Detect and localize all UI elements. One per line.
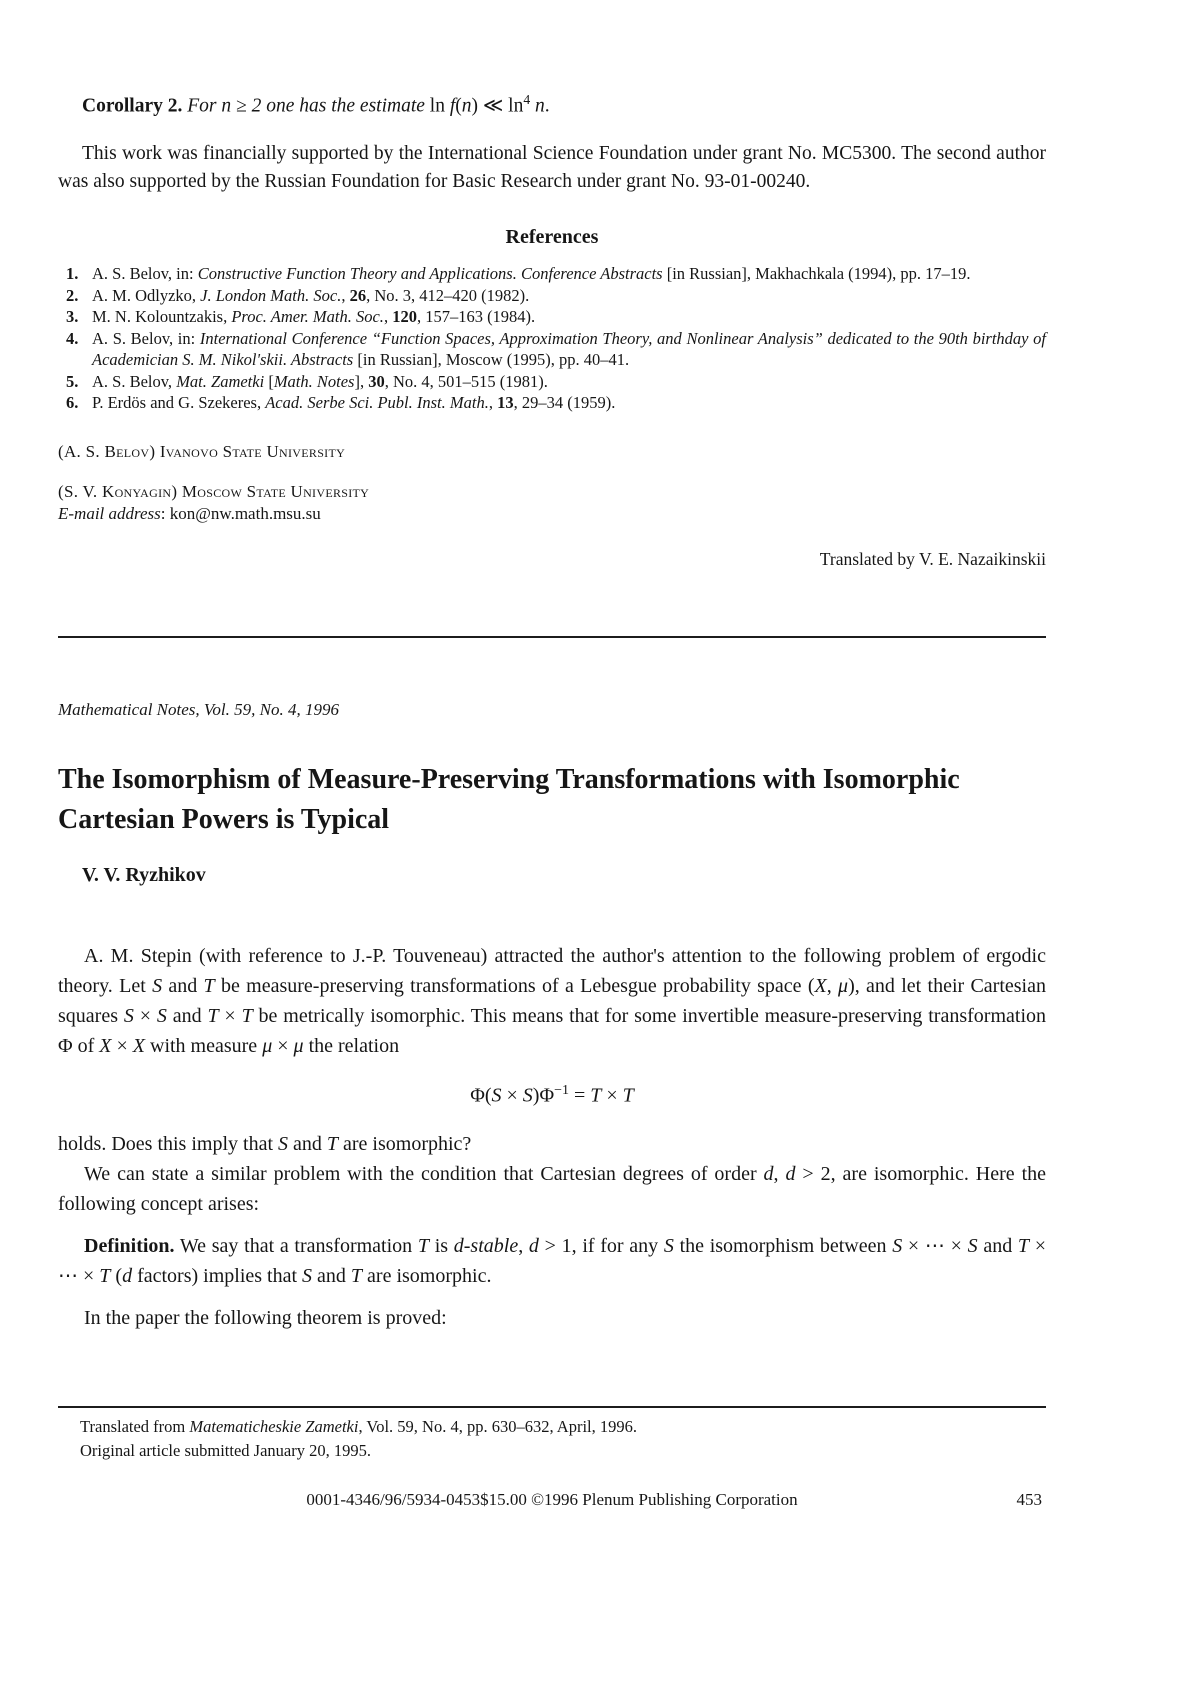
paragraph-similar-problem: We can state a similar problem with the condition that Cartesian degrees of order d, d > 2, are isomorphic. Here the following concept arises: [58, 1163, 1046, 1216]
references-heading: References [505, 226, 599, 248]
intro-paragraph: A. M. Stepin (with reference to J.-P. Touveneau) attracted the author's attention to the following problem of ergodic theory. Let S and T be measure-preserving transformations of a Lebesgue probability space (X, μ), and let their Cartesian squares S × S and T × T be metrically isomorphic. This means that for some invertible measure-preserving transformation Φ of X × X with measure μ × μ the relation [58, 944, 1046, 1057]
reference-item [58, 285, 1046, 307]
reference-text: M. N. Kolountzakis, Proc. Amer. Math. Soc., 120, 157–163 (1984). [92, 307, 536, 326]
references-list [58, 263, 1046, 414]
reference-item [58, 328, 1046, 371]
reference-number: 1. [66, 264, 79, 283]
footnote-submitted: Original article submitted January 20, 1995. [80, 1441, 371, 1460]
reference-text: A. S. Belov, in: International Conference “Function Spaces, Approximation Theory, and Nonlinear Analysis” dedicated to the 90th birthday of Academician S. M. Nikol'skii. Abstracts [in Russian], Moscow (1995), pp. 40–41. [92, 328, 1046, 369]
reference-number: 2. [66, 285, 79, 305]
acknowledgment-paragraph: This work was financially supported by the International Science Foundation under grant No. MC5300. The second author was also supported by the Russian Foundation for Basic Research under grant No. 93-01-00240. [58, 143, 1046, 192]
paragraph-theorem-intro: In the paper the following theorem is proved: [84, 1307, 447, 1330]
reference-number: 4. [66, 328, 79, 348]
footnote-translated-from: Translated from Matematicheskie Zametki, Vol. 59, No. 4, pp. 630–632, April, 1996. [80, 1417, 638, 1436]
reference-item [58, 371, 1046, 393]
translator-credit: Translated by V. E. Nazaikinskii [819, 548, 1046, 569]
reference-text: P. Erdös and G. Szekeres, Acad. Serbe Sci. Publ. Inst. Math., 13, 29–34 (1959). [92, 393, 616, 412]
reference-text: A. S. Belov, in: Constructive Function Theory and Applications. Conference Abstracts [in Russian], Makhachkala (1994), pp. 17–19. [92, 264, 971, 283]
paragraph-holds: holds. Does this imply that S and T are isomorphic? [58, 1133, 472, 1156]
article-divider-rule [58, 636, 1046, 638]
reference-text: A. S. Belov, Mat. Zametki [Math. Notes], 30, No. 4, 501–515 (1981). [92, 371, 548, 391]
reference-number: 3. [66, 307, 79, 326]
reference-item [58, 263, 1046, 285]
bottom-line [58, 1490, 1046, 1510]
article-title: The Isomorphism of Measure-Preserving Transformations with Isomorphic Cartesian Powers is Typical [58, 763, 960, 835]
reference-number: 5. [66, 371, 79, 391]
footnote-block [58, 1406, 1046, 1463]
display-equation: $\Phi(S \times S)\Phi^{-1} = T \times T$ [470, 1082, 634, 1107]
journal-header: Mathematical Notes, Vol. 59, No. 4, 1996 [58, 699, 339, 719]
affiliation-konyagin: (S. V. Konyagin) Moscow State University [58, 481, 370, 501]
reference-text: A. M. Odlyzko, J. London Math. Soc., 26, No. 3, 412–420 (1982). [92, 285, 530, 305]
email-address-line: E-mail address: kon@nw.math.msu.su [58, 503, 321, 523]
reference-number: 6. [66, 393, 79, 412]
affiliation-belov: (A. S. Belov) Ivanovo State University [58, 441, 346, 461]
definition-paragraph: Definition. We say that a transformation T is d-stable, d > 1, if for any S the isomorphism between S × ⋯ × S and T × ⋯ × T (d factors) implies that S and T are isomorphic. [58, 1235, 1047, 1288]
page-content [58, 0, 1046, 1333]
copyright-line: 0001-4346/96/5934-0453$15.00 ©1996 Plenum Publishing Corporation [306, 1490, 798, 1509]
article-author: V. V. Ryzhikov [82, 863, 206, 886]
reference-item [58, 392, 1046, 414]
footnote-rule [58, 1406, 1046, 1408]
page-number: 453 [1016, 1490, 1042, 1509]
reference-item [58, 306, 1046, 328]
corollary-statement: Corollary 2. For n ≥ 2 one has the estimate ln f(n) ≪ $\ln^4 n$. [82, 92, 550, 117]
